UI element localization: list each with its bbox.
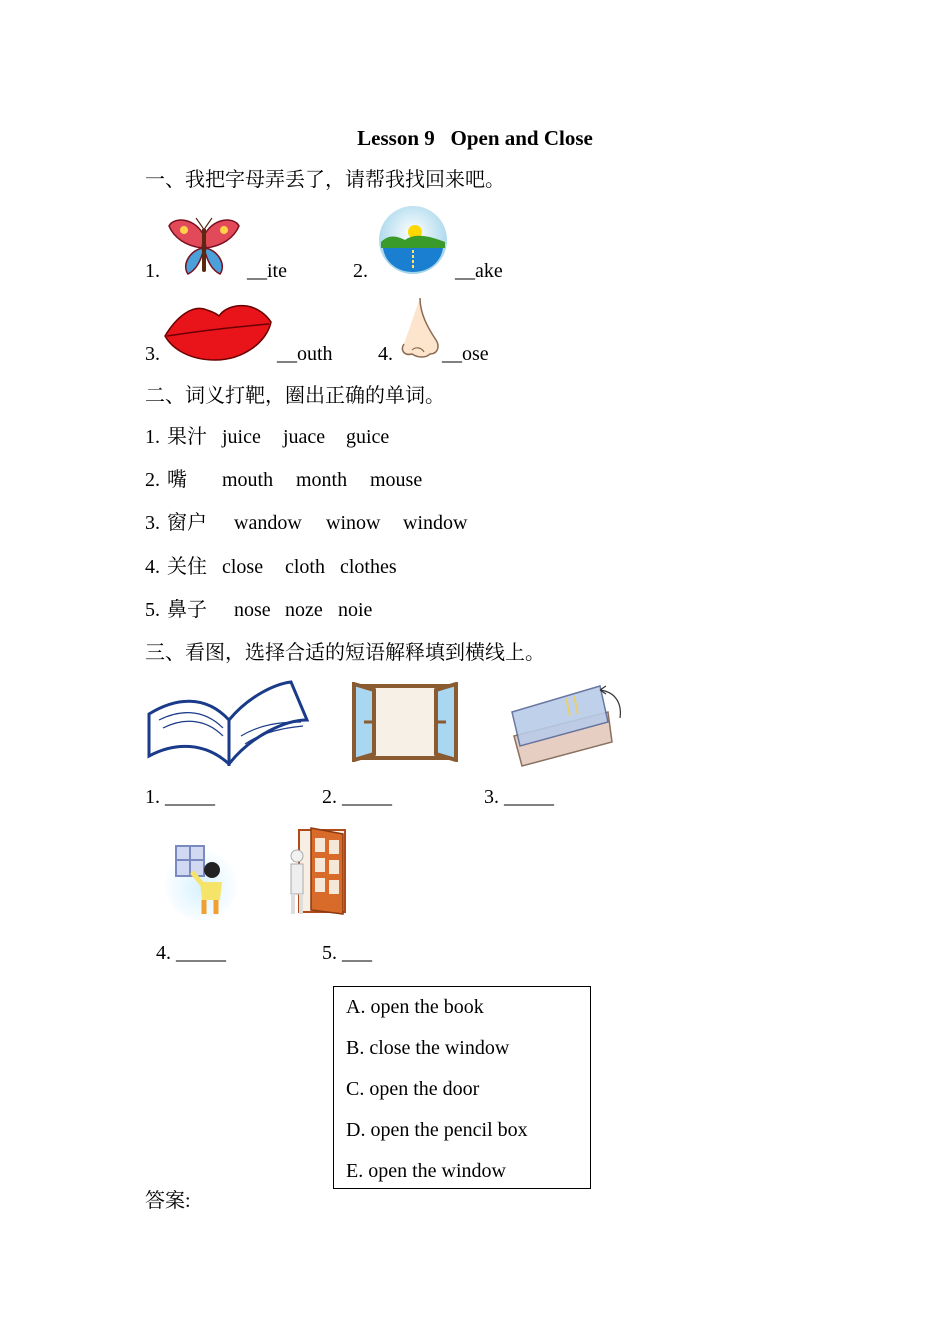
row4-option: clothes	[340, 556, 397, 578]
item3-number: 3.	[145, 343, 160, 365]
blank-3: 3. _____	[484, 786, 554, 808]
item2-number: 2.	[353, 260, 368, 282]
row5-number: 5.	[145, 599, 160, 621]
option-d: D. open the pencil box	[346, 1119, 528, 1141]
open-book-icon	[145, 680, 310, 766]
row3-option: window	[403, 512, 468, 534]
row4-option: cloth	[285, 556, 325, 578]
row1-option: juice	[222, 426, 261, 448]
butterfly-kite-icon	[166, 216, 242, 278]
option-e: E. open the window	[346, 1160, 506, 1182]
row5-option: noie	[338, 599, 373, 621]
lips-icon	[163, 302, 273, 362]
row3-chinese: 窗户	[167, 512, 207, 534]
row2-chinese: 嘴	[167, 469, 187, 491]
girl-closing-window-icon	[164, 840, 238, 920]
row1-option: juace	[283, 426, 326, 448]
row1-option: guice	[346, 426, 390, 448]
row3-option: wandow	[234, 512, 302, 534]
item3-blank: __outh	[277, 343, 333, 365]
item1-blank: __ite	[247, 260, 287, 282]
options-box	[333, 986, 591, 1189]
section1-heading: 一、我把字母弄丢了，请帮我找回来吧。	[145, 169, 505, 191]
pencil-box-icon	[508, 682, 624, 768]
row1-chinese: 果汁	[167, 426, 207, 448]
person-opening-door-icon	[283, 826, 351, 918]
answer-label: 答案:	[145, 1190, 191, 1212]
row3-option: winow	[326, 512, 381, 534]
lake-icon	[377, 204, 449, 276]
row2-option: mouse	[370, 469, 423, 491]
row2-option: mouth	[222, 469, 274, 491]
row5-option: nose	[234, 599, 271, 621]
row4-option: close	[222, 556, 264, 578]
blank-1: 1. _____	[145, 786, 215, 808]
row5-chinese: 鼻子	[167, 599, 207, 621]
row4-chinese: 关住	[167, 556, 207, 578]
row4-number: 4.	[145, 556, 160, 578]
section3-heading: 三、看图，选择合适的短语解释填到横线上。	[145, 642, 545, 664]
page-title: Lesson 9 Open and Close	[357, 126, 593, 150]
blank-2: 2. _____	[322, 786, 392, 808]
row2-option: month	[296, 469, 348, 491]
blank-5: 5. ___	[322, 942, 372, 964]
item4-blank: __ose	[442, 343, 489, 365]
row2-number: 2.	[145, 469, 160, 491]
section2-heading: 二、词义打靶，圈出正确的单词。	[145, 385, 445, 407]
item1-number: 1.	[145, 260, 160, 282]
item2-blank: __ake	[455, 260, 503, 282]
option-b: B. close the window	[346, 1037, 510, 1059]
row5-option: noze	[285, 599, 323, 621]
option-a: A. open the book	[346, 996, 484, 1018]
nose-icon	[398, 296, 442, 360]
item4-number: 4.	[378, 343, 393, 365]
open-window-icon	[352, 682, 458, 762]
row3-number: 3.	[145, 512, 160, 534]
option-c: C. open the door	[346, 1078, 480, 1100]
row1-number: 1.	[145, 426, 160, 448]
blank-4: 4. _____	[156, 942, 226, 964]
